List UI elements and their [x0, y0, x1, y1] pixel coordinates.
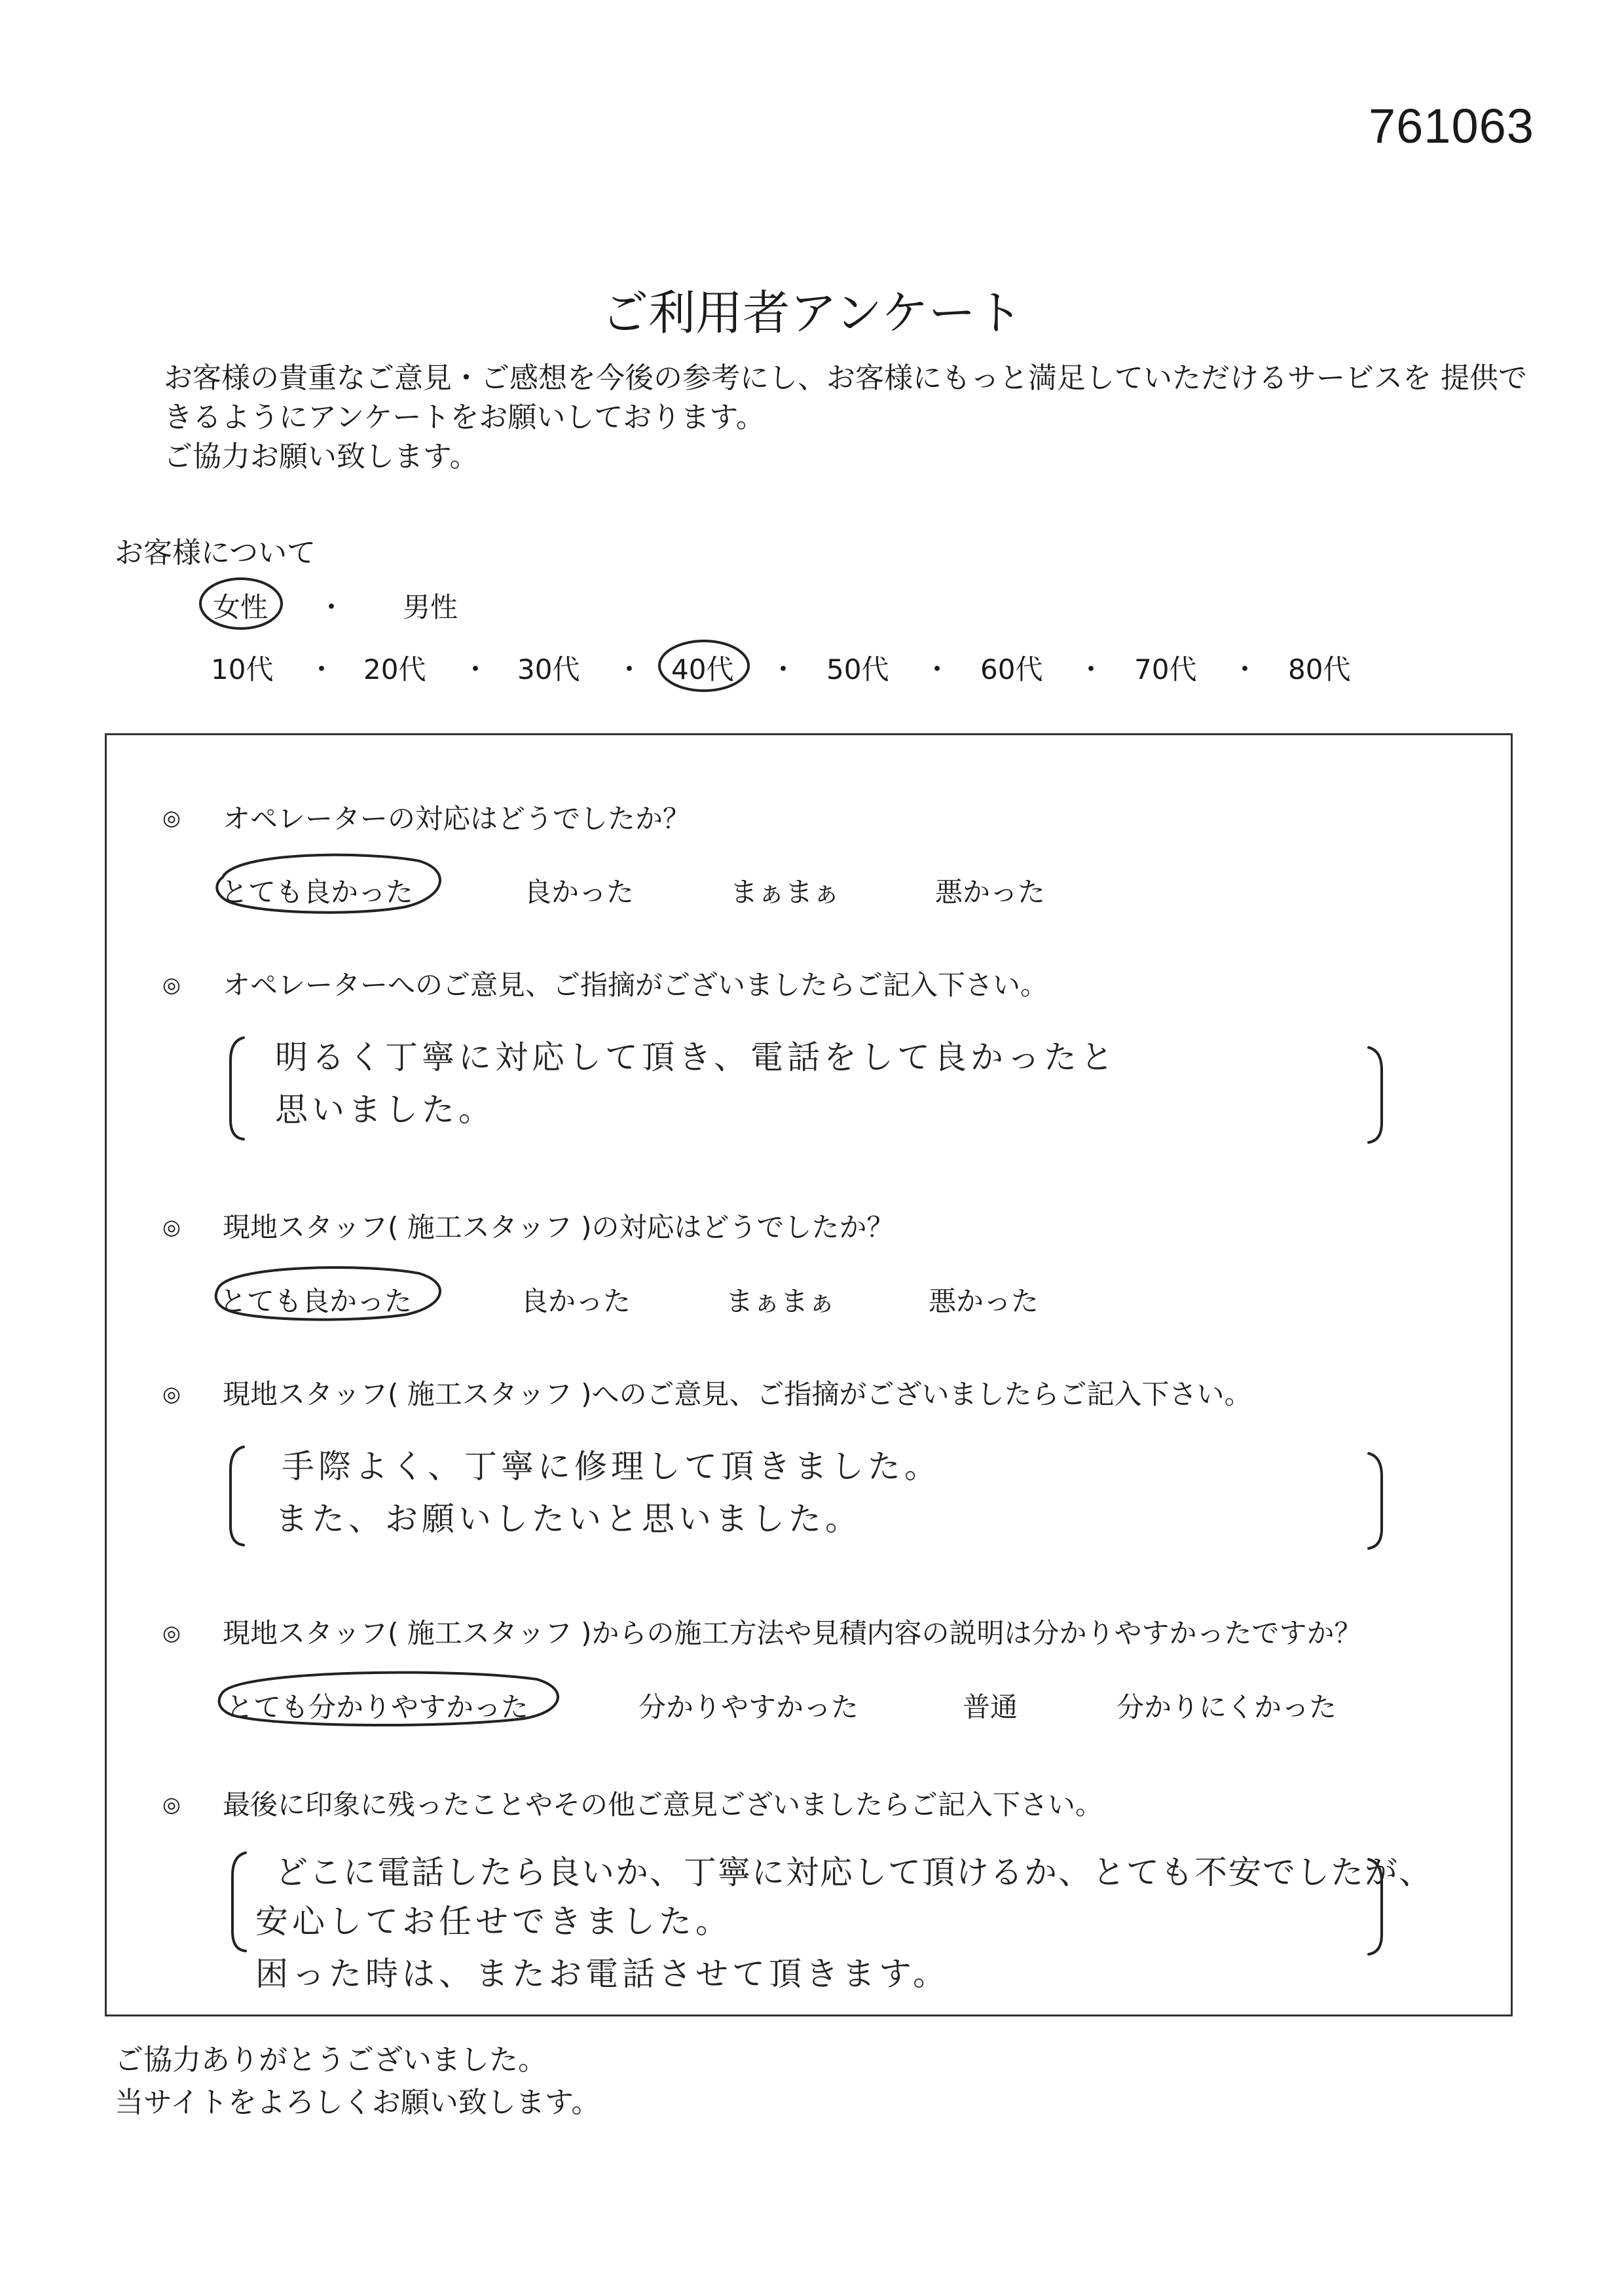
q2-answer-line-2: 思いました。	[275, 1091, 495, 1129]
footer-line-2: 当サイトをよろしくお願い致します。	[115, 2086, 600, 2119]
q1-option-very-good[interactable]: とても良かった	[221, 876, 414, 908]
age-option-40s[interactable]: 40代	[671, 653, 734, 685]
separator: ・	[308, 653, 336, 685]
q3-option-very-good[interactable]: とても良かった	[219, 1285, 413, 1317]
separator: ・	[1077, 653, 1105, 685]
q3-option-fair[interactable]: まぁまぁ	[726, 1285, 836, 1317]
question-5-text: 現地スタッフ( 施工スタッフ )からの施工方法や見積内容の説明は分かりやすかったですか？	[223, 1617, 1362, 1649]
q3-option-bad[interactable]: 悪かった	[929, 1285, 1039, 1317]
intro-line-1: お客様の貴重なご意見・ご感想を今後の参考にし、お客様にもっと満足していただけるサービスを 提供で	[164, 361, 1527, 395]
age-option-30s[interactable]: 30代	[517, 653, 580, 685]
separator: ・	[616, 653, 644, 685]
question-bullet: ◎	[162, 1792, 181, 1817]
page-title: ご利用者アンケート	[601, 285, 1023, 340]
q6-answer-line-2: 安心してお任せできました。	[255, 1903, 732, 1941]
intro-line-2: きるようにアンケートをお願いしております。	[164, 401, 765, 434]
q5-option-normal[interactable]: 普通	[963, 1691, 1018, 1723]
document-id: 761063	[1369, 99, 1534, 153]
question-3-text: 現地スタッフ( 施工スタッフ )の対応はどうでしたか？	[223, 1211, 895, 1243]
q4-answer-line-1: 手際よく、丁寧に修理して頂きました。	[282, 1448, 941, 1485]
separator: ・	[462, 653, 490, 685]
q1-option-bad[interactable]: 悪かった	[935, 876, 1046, 908]
question-4-text: 現地スタッフ( 施工スタッフ )へのご意見、ご指摘がございましたらご記入下さい。	[223, 1378, 1252, 1410]
separator: ・	[769, 653, 798, 685]
age-option-80s[interactable]: 80代	[1288, 653, 1351, 685]
separator: ・	[318, 591, 346, 623]
age-option-20s[interactable]: 20代	[363, 653, 426, 685]
q6-answer-line-3: 困った時は、またお電話させて頂きます。	[255, 1955, 950, 1993]
question-bullet: ◎	[162, 972, 181, 997]
question-2-text: オペレーターへのご意見、ご指摘がございましたらご記入下さい。	[223, 969, 1048, 1001]
q5-option-very-clear[interactable]: とても分かりやすかった	[226, 1691, 529, 1723]
question-bullet: ◎	[162, 1214, 181, 1239]
question-bullet: ◎	[162, 1620, 181, 1645]
question-bullet: ◎	[162, 805, 181, 830]
footer-line-1: ご協力ありがとうございました。	[115, 2043, 547, 2077]
q2-answer-line-1: 明るく丁寧に対応して頂き、電話をして良かったと	[275, 1038, 1117, 1076]
q1-option-fair[interactable]: まぁまぁ	[730, 876, 841, 908]
q6-answer-line-1: どこに電話したら良いか、丁寧に対応して頂けるか、とても不安でしたが、	[275, 1853, 1433, 1891]
question-bullet: ◎	[162, 1381, 181, 1406]
gender-option-female[interactable]: 女性	[213, 591, 268, 623]
age-option-10s[interactable]: 10代	[211, 653, 274, 685]
question-1-text: オペレーターの対応はどうでしたか？	[223, 803, 691, 835]
gender-option-male[interactable]: 男性	[403, 591, 458, 623]
q3-option-good[interactable]: 良かった	[521, 1285, 631, 1317]
age-option-50s[interactable]: 50代	[826, 653, 889, 685]
q5-option-unclear[interactable]: 分かりにくかった	[1116, 1691, 1337, 1723]
intro-line-3: ご協力お願い致します。	[164, 440, 479, 473]
q4-answer-line-2: また、お願いしたいと思いました。	[275, 1500, 862, 1538]
question-6-text: 最後に印象に残ったことやその他ご意見ございましたらご記入下さい。	[223, 1789, 1103, 1821]
q1-option-good[interactable]: 良かった	[524, 876, 635, 908]
separator: ・	[1231, 653, 1259, 685]
q5-option-clear[interactable]: 分かりやすかった	[638, 1691, 859, 1723]
separator: ・	[923, 653, 951, 685]
age-option-60s[interactable]: 60代	[980, 653, 1043, 685]
age-option-70s[interactable]: 70代	[1134, 653, 1197, 685]
customer-heading: お客様について	[115, 536, 316, 570]
